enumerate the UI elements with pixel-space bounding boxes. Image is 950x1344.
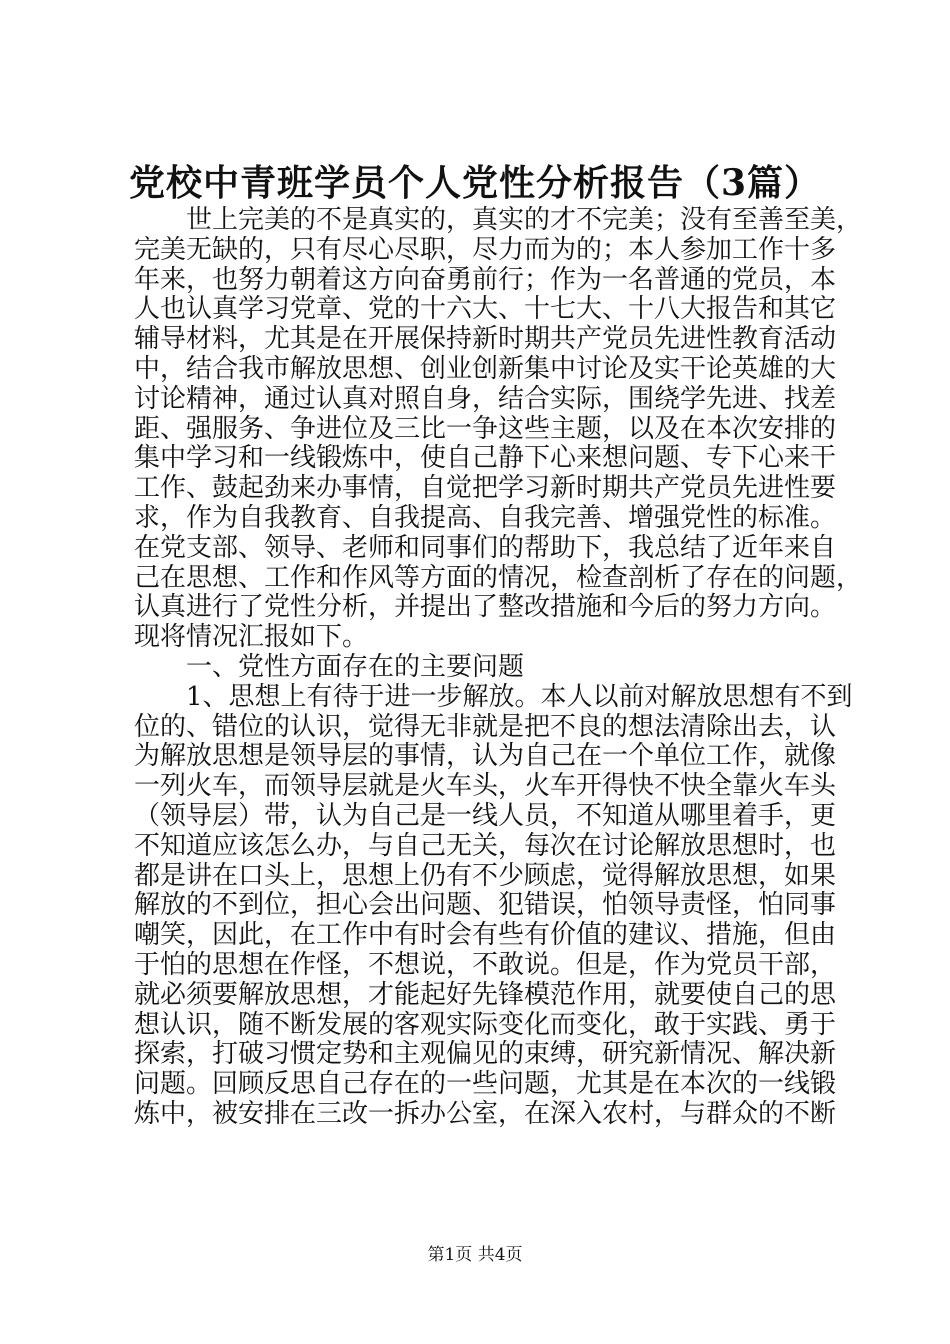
text-line: 己在思想、工作和作风等方面的情况，检查剖析了存在的问题， <box>134 562 863 593</box>
text-line: 讨论精神，通过认真对照自身，结合实际，围绕学先进、找差 <box>134 383 837 414</box>
text-line: 不知道应该怎么办，与自己无关，每次在讨论解放思想时，也 <box>134 830 837 861</box>
text-line: 嘲笑，因此，在工作中有时会有些有价值的建议、措施，但由 <box>134 920 837 951</box>
text-line: 为解放思想是领导层的事情，认为自己在一个单位工作，就像 <box>134 741 837 772</box>
text-line: 炼中，被安排在三改一拆办公室，在深入农村，与群众的不断 <box>134 1098 837 1129</box>
text-line: 一列火车，而领导层就是火车头，火车开得快不快全靠火车头 <box>134 771 837 802</box>
text-line: 于怕的思想在作怪，不想说，不敢说。但是，作为党员干部， <box>134 949 837 980</box>
text-line: 在党支部、领导、老师和同事们的帮助下，我总结了近年来自 <box>134 532 837 563</box>
text-line: 工作、鼓起劲来办事情，自觉把学习新时期共产党员先进性要 <box>134 473 837 504</box>
text-line: 集中学习和一线锻炼中，使自己静下心来想问题、专下心来干 <box>134 443 837 474</box>
page-footer: 第1页 共4页 <box>427 1245 523 1265</box>
text-line: 认真进行了党性分析，并提出了整改措施和今后的努力方向。 <box>134 592 837 623</box>
text-line: 1、思想上有待于进一步解放。本人以前对解放思想有不到 <box>186 681 853 712</box>
text-line: 探索，打破习惯定势和主观偏见的束缚，研究新情况、解决新 <box>134 1039 837 1070</box>
document-title: 党校中青班学员个人党性分析报告（3篇） <box>128 162 822 204</box>
text-line: 问题。回顾反思自己存在的一些问题，尤其是在本次的一线锻 <box>134 1069 837 1100</box>
text-line: 求，作为自我教育、自我提高、自我完善、增强党性的标准。 <box>134 502 837 533</box>
text-line: 完美无缺的，只有尽心尽职，尽力而为的；本人参加工作十多 <box>134 234 837 265</box>
text-line: 一、党性方面存在的主要问题 <box>186 651 525 682</box>
text-line: 年来，也努力朝着这方向奋勇前行；作为一名普通的党员，本 <box>134 264 837 295</box>
text-line: （领导层）带，认为自己是一线人员，不知道从哪里着手，更 <box>134 800 837 831</box>
text-line: 世上完美的不是真实的，真实的才不完美；没有至善至美， <box>186 205 863 235</box>
text-line: 就必须要解放思想，才能起好先锋模范作用，就要使自己的思 <box>134 979 837 1010</box>
document-body <box>134 205 863 1130</box>
text-line: 现将情况汇报如下。 <box>134 622 369 653</box>
text-line: 想认识，随不断发展的客观实际变化而变化，敢于实践、勇于 <box>134 1009 837 1040</box>
text-line: 人也认真学习党章、党的十六大、十七大、十八大报告和其它 <box>134 294 837 325</box>
text-line: 距、强服务、争进位及三比一争这些主题，以及在本次安排的 <box>134 413 837 444</box>
text-line: 位的、错位的认识，觉得无非就是把不良的想法清除出去，认 <box>134 711 837 742</box>
text-line: 解放的不到位，担心会出问题、犯错误，怕领导责怪，怕同事 <box>134 890 837 921</box>
text-line: 中，结合我市解放思想、创业创新集中讨论及实干论英雄的大 <box>134 353 837 384</box>
text-line: 都是讲在口头上，思想上仍有不少顾虑，觉得解放思想，如果 <box>134 860 837 891</box>
text-line: 辅导材料，尤其是在开展保持新时期共产党员先进性教育活动 <box>134 324 837 355</box>
